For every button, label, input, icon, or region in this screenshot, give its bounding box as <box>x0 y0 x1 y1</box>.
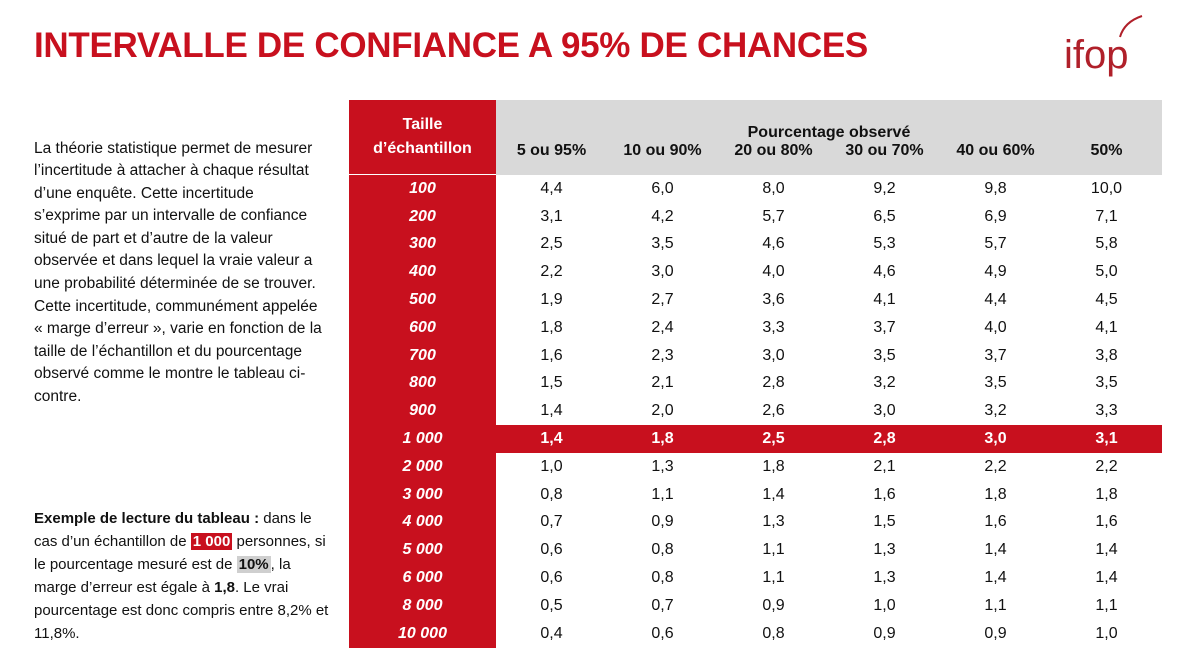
example-percent-highlight: 10% <box>238 556 269 573</box>
margin-cell: 2,2 <box>984 457 1007 475</box>
table-row <box>349 564 1162 592</box>
example-sample-highlight: 1 000 <box>192 533 231 550</box>
margin-cell: 2,8 <box>762 374 785 392</box>
margin-cell: 0,4 <box>540 624 563 642</box>
margin-cell: 1,4 <box>984 541 1007 559</box>
margin-cell: 2,1 <box>651 374 674 392</box>
margin-cell: 0,9 <box>873 624 896 642</box>
margin-cell: 8,0 <box>762 179 785 197</box>
margin-cell: 5,7 <box>762 207 785 225</box>
sample-size-cell: 800 <box>349 370 496 398</box>
margin-cell: 6,5 <box>873 207 896 225</box>
example-text <box>34 507 334 645</box>
margin-cell: 4,4 <box>984 291 1007 309</box>
sample-size-cell: 4 000 <box>349 509 496 537</box>
margin-cell: 1,1 <box>762 569 785 587</box>
example-margin: 1,8 <box>214 579 235 596</box>
table-row <box>349 231 1162 259</box>
table-row <box>349 258 1162 286</box>
margin-cell: 1,8 <box>762 457 785 475</box>
margin-cell: 1,5 <box>873 513 896 531</box>
margin-cell: 1,1 <box>762 541 785 559</box>
margin-cell: 0,7 <box>540 513 563 531</box>
margin-cell: 1,8 <box>984 485 1007 503</box>
margin-cell: 0,8 <box>540 485 563 503</box>
table-body <box>349 175 1162 648</box>
margin-cell: 3,7 <box>984 346 1007 364</box>
margin-cell: 0,7 <box>651 596 674 614</box>
margin-cell: 0,9 <box>762 596 785 614</box>
example-label: Exemple de lecture du tableau : <box>34 510 260 527</box>
margin-cell: 3,8 <box>1095 346 1118 364</box>
sample-size-cell: 100 <box>349 175 496 203</box>
margin-cell: 1,0 <box>873 596 896 614</box>
column-header: 30 ou 70% <box>829 142 940 174</box>
page-title: INTERVALLE DE CONFIANCE A 95% DE CHANCES <box>34 26 868 65</box>
table-row <box>349 620 1162 648</box>
column-header: 10 ou 90% <box>607 142 718 174</box>
margin-cell: 3,0 <box>873 402 896 420</box>
margin-cell: 0,9 <box>984 624 1007 642</box>
margin-cell: 1,9 <box>540 291 563 309</box>
margin-cell: 1,3 <box>762 513 785 531</box>
sample-size-cell: 3 000 <box>349 481 496 509</box>
table-row <box>349 425 1162 453</box>
margin-cell: 1,4 <box>540 402 563 420</box>
margin-cell: 0,6 <box>540 569 563 587</box>
margin-cell: 1,4 <box>1095 541 1118 559</box>
table-row <box>349 592 1162 620</box>
confidence-table <box>349 100 1162 648</box>
margin-cell: 2,3 <box>651 346 674 364</box>
sample-size-cell: 200 <box>349 203 496 231</box>
sample-size-cell: 5 000 <box>349 536 496 564</box>
margin-cell: 1,8 <box>540 318 563 336</box>
margin-cell: 1,1 <box>1095 596 1118 614</box>
margin-cell: 1,0 <box>540 457 563 475</box>
margin-cell: 9,8 <box>984 179 1007 197</box>
margin-cell: 5,0 <box>1095 263 1118 281</box>
column-header: 40 ou 60% <box>940 142 1051 174</box>
sample-size-header-line2: d’échantillon <box>373 140 472 157</box>
table-row <box>349 509 1162 537</box>
table-row <box>349 370 1162 398</box>
margin-cell: 9,2 <box>873 179 896 197</box>
margin-cell: 4,4 <box>540 179 563 197</box>
margin-cell: 3,2 <box>873 374 896 392</box>
margin-cell: 3,5 <box>651 235 674 253</box>
margin-cell: 5,7 <box>984 235 1007 253</box>
margin-cell: 0,8 <box>651 541 674 559</box>
margin-cell: 2,1 <box>873 457 896 475</box>
percentage-observed-header: Pourcentage observé <box>496 100 1162 142</box>
ifop-logo <box>1062 10 1166 86</box>
margin-cell: 2,5 <box>540 235 563 253</box>
sample-size-cell: 700 <box>349 342 496 370</box>
margin-cell: 1,3 <box>873 541 896 559</box>
logo-text: ifop <box>1064 33 1129 77</box>
table-row <box>349 342 1162 370</box>
margin-cell: 4,2 <box>651 207 674 225</box>
margin-cell: 3,1 <box>1051 425 1162 453</box>
table-row <box>349 453 1162 481</box>
margin-cell: 3,7 <box>873 318 896 336</box>
margin-cell: 4,5 <box>1095 291 1118 309</box>
example-text-4: . Le vrai pourcentage est donc compris entre 8,2% et 11,8%. <box>34 579 329 642</box>
margin-cell: 4,6 <box>762 235 785 253</box>
margin-cell: 3,0 <box>762 346 785 364</box>
margin-cell: 5,3 <box>873 235 896 253</box>
sample-size-cell: 400 <box>349 258 496 286</box>
table-row <box>349 203 1162 231</box>
margin-cell: 1,4 <box>1095 569 1118 587</box>
margin-cell: 1,6 <box>1095 513 1118 531</box>
sample-size-cell: 2 000 <box>349 453 496 481</box>
margin-cell: 3,0 <box>940 425 1051 453</box>
intro-text: La théorie statistique permet de mesurer l’incertitude à attacher à chaque résultat d’une enquête. Cette incertitude s’exprime par un intervalle de confiance situé de part et d’autre de la valeur observée et dans lequel la vraie valeur a une probabilité déterminée de se trouver. Cette incertitude, communément appelée « marge d’erreur », varie en fonction de la taille de l’échantillon et du pourcentage observé comme le montre le tableau ci-contre. <box>34 139 322 406</box>
margin-cell: 1,3 <box>873 569 896 587</box>
margin-cell: 1,4 <box>762 485 785 503</box>
table-row <box>349 175 1162 203</box>
column-header: 5 ou 95% <box>496 142 607 174</box>
margin-cell: 3,3 <box>1095 402 1118 420</box>
sample-size-cell: 300 <box>349 231 496 259</box>
margin-cell: 1,1 <box>651 485 674 503</box>
margin-cell: 1,0 <box>1095 624 1118 642</box>
margin-cell: 2,4 <box>651 318 674 336</box>
column-header: 20 ou 80% <box>718 142 829 174</box>
sample-size-cell: 10 000 <box>349 620 496 648</box>
margin-cell: 0,6 <box>651 624 674 642</box>
margin-cell: 0,8 <box>651 569 674 587</box>
margin-cell: 6,0 <box>651 179 674 197</box>
margin-cell: 0,8 <box>762 624 785 642</box>
margin-cell: 1,1 <box>984 596 1007 614</box>
margin-cell: 5,8 <box>1095 235 1118 253</box>
margin-cell: 3,6 <box>762 291 785 309</box>
margin-cell: 1,6 <box>873 485 896 503</box>
sample-size-cell: 6 000 <box>349 564 496 592</box>
example-text-2: personnes, si le pourcentage mesuré est de <box>34 533 326 573</box>
margin-cell: 1,6 <box>540 346 563 364</box>
table-row <box>349 314 1162 342</box>
margin-cell: 2,0 <box>651 402 674 420</box>
margin-cell: 1,8 <box>607 425 718 453</box>
margin-cell: 2,7 <box>651 291 674 309</box>
sample-size-cell: 500 <box>349 286 496 314</box>
margin-cell: 1,4 <box>496 425 607 453</box>
margin-cell: 4,9 <box>984 263 1007 281</box>
sample-size-cell: 1 000 <box>349 425 496 453</box>
margin-cell: 10,0 <box>1090 179 1123 197</box>
margin-cell: 2,5 <box>718 425 829 453</box>
margin-cell: 6,9 <box>984 207 1007 225</box>
sample-size-header-line1: Taille <box>402 116 443 133</box>
margin-cell: 0,9 <box>651 513 674 531</box>
margin-cell: 1,3 <box>651 457 674 475</box>
example-text-3: , la marge d’erreur est égale à <box>34 556 291 596</box>
table-row <box>349 481 1162 509</box>
table-row <box>349 286 1162 314</box>
table-row <box>349 536 1162 564</box>
margin-cell: 4,0 <box>762 263 785 281</box>
margin-cell: 3,2 <box>984 402 1007 420</box>
margin-cell: 0,6 <box>540 541 563 559</box>
margin-cell: 7,1 <box>1095 207 1118 225</box>
margin-cell: 3,1 <box>540 207 563 225</box>
sample-size-header <box>349 100 496 175</box>
margin-cell: 3,3 <box>762 318 785 336</box>
sample-size-cell: 600 <box>349 314 496 342</box>
margin-cell: 4,0 <box>984 318 1007 336</box>
margin-cell: 1,6 <box>984 513 1007 531</box>
margin-cell: 1,4 <box>984 569 1007 587</box>
margin-cell: 3,5 <box>1095 374 1118 392</box>
margin-cell: 3,5 <box>984 374 1007 392</box>
sample-size-cell: 900 <box>349 397 496 425</box>
column-header: 50% <box>1051 142 1162 174</box>
table-row <box>349 397 1162 425</box>
margin-cell: 0,5 <box>540 596 563 614</box>
margin-cell: 3,0 <box>651 263 674 281</box>
margin-cell: 4,6 <box>873 263 896 281</box>
margin-cell: 4,1 <box>873 291 896 309</box>
margin-cell: 2,2 <box>540 263 563 281</box>
margin-cell: 3,5 <box>873 346 896 364</box>
margin-cell: 4,1 <box>1095 318 1118 336</box>
margin-cell: 2,2 <box>1095 457 1118 475</box>
example-text-1: dans le cas d’un échantillon de <box>34 510 312 550</box>
margin-cell: 1,5 <box>540 374 563 392</box>
margin-cell: 2,8 <box>829 425 940 453</box>
sample-size-cell: 8 000 <box>349 592 496 620</box>
margin-cell: 1,8 <box>1095 485 1118 503</box>
margin-cell: 2,6 <box>762 402 785 420</box>
